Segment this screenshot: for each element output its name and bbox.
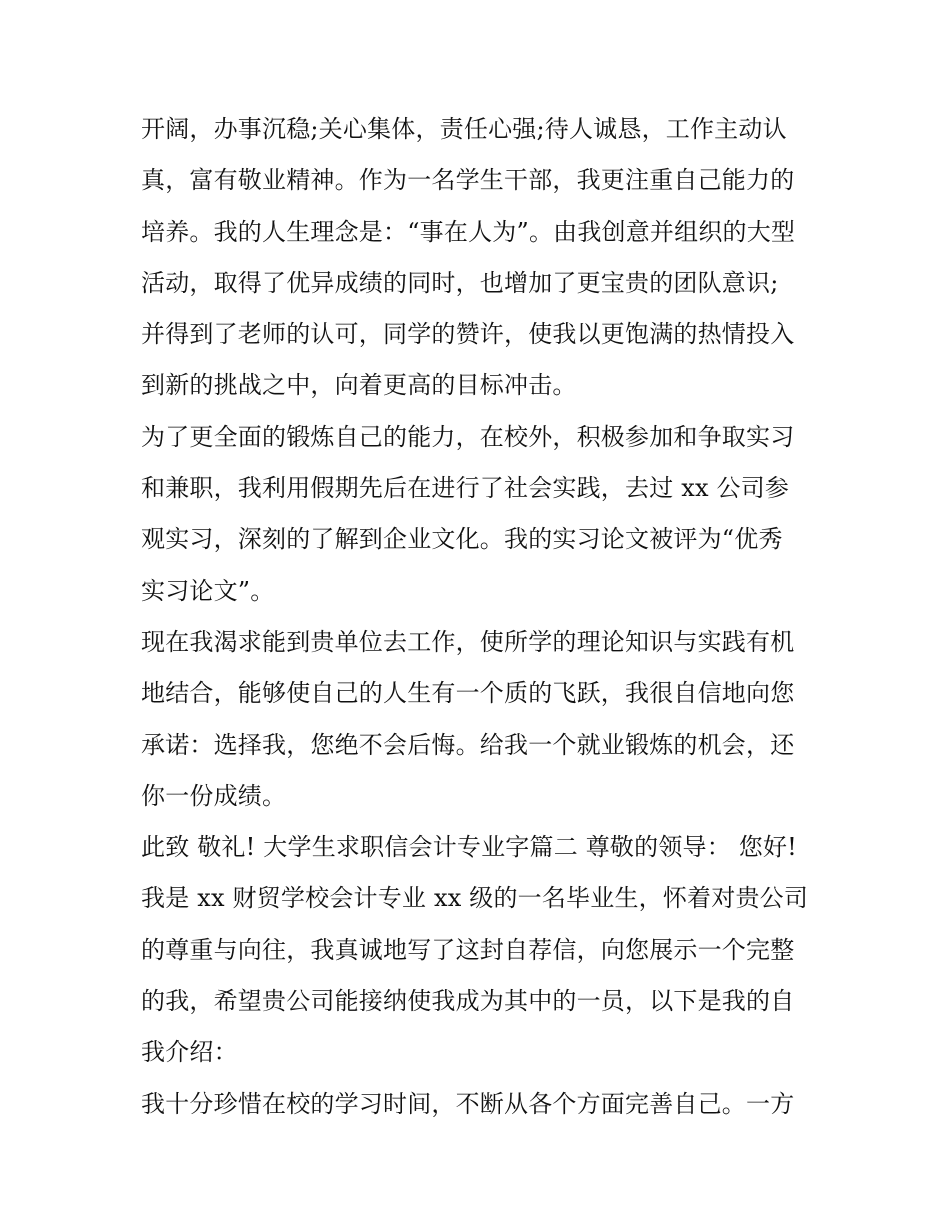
text-line: 我是 xx 财贸学校会计专业 xx 级的一名毕业生，怀着对贵公司	[141, 884, 809, 913]
text-line: 我介绍：	[141, 1038, 238, 1067]
text-line: 此致 敬礼! 大学生求职信会计专业字篇二 尊敬的领导： 您好!	[141, 833, 798, 862]
text-line: 活动，取得了优异成绩的同时，也增加了更宝贵的团队意识;	[141, 268, 779, 297]
text-line: 观实习，深刻的了解到企业文化。我的实习论文被评为“优秀	[141, 525, 783, 554]
text-line: 承诺：选择我，您绝不会后悔。给我一个就业锻炼的机会，还	[141, 730, 795, 759]
text-line: 真，富有敬业精神。作为一名学生干部，我更注重自己能力的	[141, 166, 795, 195]
text-line: 的我，希望贵公司能接纳使我成为其中的一员，以下是我的自	[141, 987, 795, 1016]
text-line: 现在我渴求能到贵单位去工作，使所学的理论知识与实践有机	[141, 627, 795, 656]
text-line: 实习论文”。	[141, 576, 275, 605]
text-line: 我十分珍惜在校的学习时间，不断从各个方面完善自己。一方	[141, 1089, 795, 1118]
text-line: 到新的挑战之中，向着更高的目标冲击。	[141, 371, 577, 400]
text-line: 并得到了老师的认可，同学的赞许，使我以更饱满的热情投入	[141, 320, 795, 349]
text-line: 开阔，办事沉稳;关心集体，责任心强;待人诚恳，工作主动认	[141, 115, 787, 143]
text-line: 培养。我的人生理念是：“事在人为”。由我创意并组织的大型	[141, 217, 796, 246]
text-line: 地结合，能够使自己的人生有一个质的飞跃，我很自信地向您	[141, 679, 795, 708]
document-body	[141, 104, 821, 1130]
text-line: 和兼职，我利用假期先后在进行了社会实践，去过 xx 公司参	[141, 474, 790, 503]
text-line: 你一份成绩。	[141, 781, 287, 810]
text-line: 为了更全面的锻炼自己的能力，在校外，积极参加和争取实习	[141, 422, 795, 451]
text-line: 的尊重与向往，我真诚地写了这封自荐信，向您展示一个完整	[141, 935, 795, 964]
